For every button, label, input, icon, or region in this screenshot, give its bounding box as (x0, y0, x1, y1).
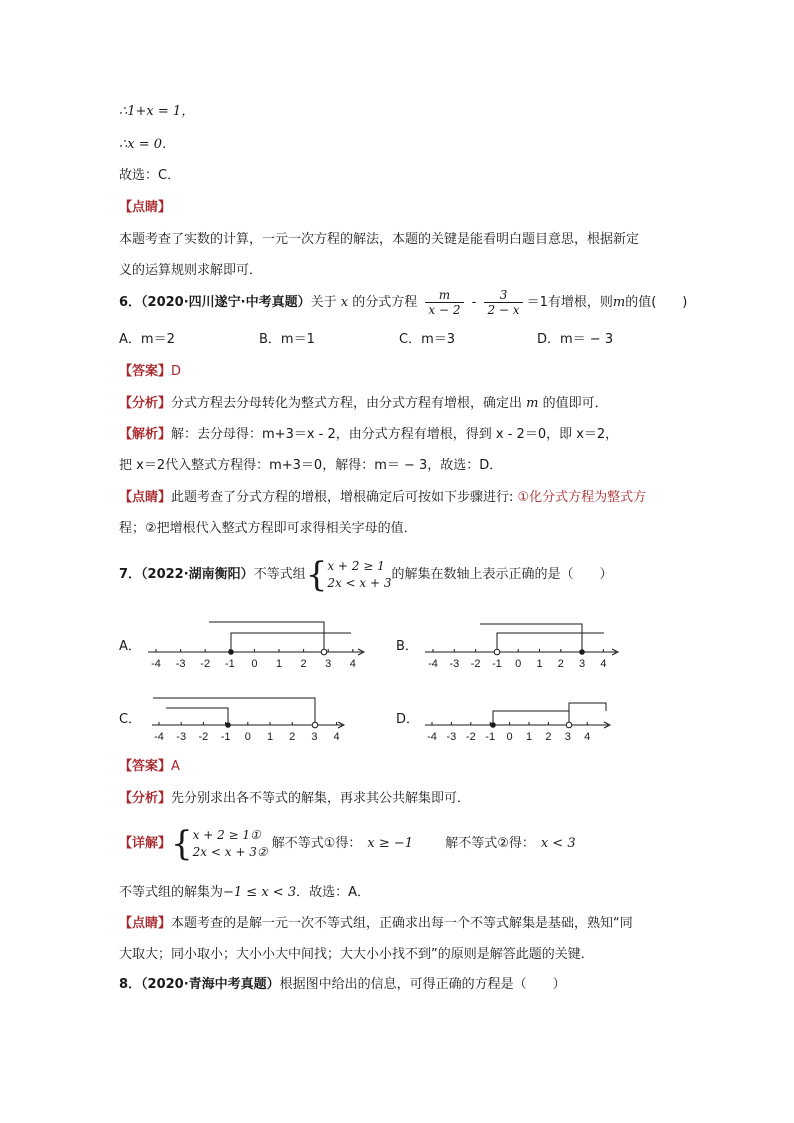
math-line: ∴x = 0． (119, 137, 176, 152)
option-d-label[interactable]: D． (396, 712, 420, 727)
note-line (119, 489, 646, 507)
conclusion-text: 不等式组的解集为 (119, 885, 224, 900)
question-number: 8． (119, 977, 142, 992)
closed-dot (225, 722, 231, 728)
tick-label: 4 (349, 658, 356, 670)
option-label: D． (537, 332, 561, 347)
closed-dot (490, 722, 496, 728)
variable: x (340, 295, 349, 310)
detail-line (119, 825, 576, 863)
detail-result: x < 3 (540, 836, 576, 851)
text-line: 本题考查了实数的计算，一元一次方程的解法，本题的关键是能看明白题目意思，根据新定 (119, 232, 640, 247)
tick-label: 1 (525, 731, 533, 743)
analysis-line (119, 790, 470, 808)
text-line: 故选：C． (119, 168, 181, 183)
stem-text: 不等式组 (253, 567, 306, 582)
inequality-2: 2x < x + 3② (192, 844, 268, 859)
tick-label: -4 (154, 731, 164, 743)
arrow-icon (604, 722, 610, 728)
tick-label: 0 (515, 658, 522, 670)
fraction (425, 288, 463, 317)
section-tag: 【答案】 (119, 759, 172, 774)
tick-label: 4 (584, 731, 591, 743)
axis-ticks (151, 649, 356, 670)
stem-text: 的分式方程 (352, 295, 418, 310)
open-dot (312, 722, 318, 728)
stem-text: ＝1有增根，则 (526, 295, 613, 310)
axis-ticks (428, 649, 606, 670)
section-tag: 【点睛】 (119, 916, 172, 931)
tick-label: 4 (333, 731, 340, 743)
inequality-1: x + 2 ≥ 1① (192, 827, 261, 842)
option-label: C． (399, 332, 422, 347)
number-line-d (425, 703, 610, 743)
analysis-text: 分式方程去分母转化为整式方程，由分式方程有增根，确定出 (171, 396, 523, 411)
text-line (119, 136, 175, 154)
option-text: m＝1 (280, 332, 315, 347)
interval-bracket (493, 711, 569, 725)
tick-label: -2 (470, 658, 481, 670)
conclusion-expr: −1 ≤ x < 3 (223, 885, 297, 900)
denominator: 2 − x (487, 303, 520, 317)
tick-label: -1 (224, 658, 235, 670)
interval-bracket (497, 633, 604, 652)
tick-label: -3 (175, 658, 186, 670)
denominator: x − 2 (428, 303, 461, 317)
tick-label: -1 (492, 658, 502, 670)
interval-bracket (153, 698, 315, 725)
tick-label: 3 (325, 658, 332, 670)
option-text: m＝3 (421, 332, 456, 347)
open-dot (494, 649, 500, 655)
open-dot (321, 649, 327, 655)
question-source: （2022·湖南衡阳） (141, 567, 254, 582)
detail-result: x ≥ −1 (367, 836, 414, 851)
tick-label: 2 (300, 658, 307, 670)
question-8-stem (119, 976, 566, 994)
number-line-a (148, 622, 364, 670)
note-line: 大取大；同小取小；大小小大中间找；大大小小找不到”的原则是解答此题的关键． (119, 947, 594, 962)
note-line (119, 915, 633, 933)
answer-line (119, 758, 180, 776)
variable: m (526, 396, 539, 411)
tick-label: 2 (557, 658, 564, 670)
inequality-1: x + 2 ≥ 1 (327, 558, 385, 573)
option-a-label[interactable]: A． (119, 639, 141, 654)
note-line: 程；②把增根代入整式方程即可求得相关字母的值． (119, 521, 417, 536)
option-text: m＝ − 3 (560, 332, 614, 347)
tick-label: 0 (244, 731, 251, 743)
option-text: m＝2 (140, 332, 175, 347)
interval-bracket (569, 703, 606, 711)
question-number: 6． (119, 295, 142, 310)
inequality-system (193, 827, 268, 861)
axis-ticks (427, 722, 590, 743)
inequality-system (327, 558, 391, 592)
tick-label: 4 (600, 658, 607, 670)
tick-label: 1 (266, 731, 274, 743)
tick-label: -4 (151, 658, 161, 670)
tick-label: -1 (485, 731, 496, 743)
math-line: ∴1+x = 1， (119, 104, 195, 119)
text-line (119, 103, 194, 121)
stem-text: 的值( ) (625, 295, 688, 310)
arrow-icon (612, 649, 618, 655)
answer-value: A (171, 759, 180, 774)
option-c-label[interactable]: C． (119, 712, 142, 727)
section-tag: 【详解】 (119, 836, 172, 851)
section-tag: 【点睛】 (119, 200, 172, 215)
option-b-label[interactable]: B． (396, 639, 418, 654)
stem-text: 根据图中给出的信息，可得正确的方程是（ ） (279, 977, 566, 992)
tick-label: -4 (428, 658, 438, 670)
analysis-line (119, 395, 608, 413)
tick-label: 1 (275, 658, 283, 670)
operator: - (471, 295, 477, 310)
text-line: 义的运算规则求解即可． (119, 263, 263, 278)
analysis-text: 的值即可． (542, 396, 608, 411)
detail-text: 解不等式②得： (445, 836, 535, 851)
brace-icon: { (171, 823, 193, 864)
tick-label: 3 (311, 731, 318, 743)
closed-dot (579, 649, 585, 655)
stem-text: 的解集在数轴上表示正确的是（ ） (391, 567, 613, 582)
variable: m (612, 295, 626, 310)
tick-label: -3 (176, 731, 187, 743)
option-label: B． (259, 332, 281, 347)
option-label: A． (119, 332, 141, 347)
interval-bracket (166, 708, 228, 725)
tick-label: 3 (579, 658, 586, 670)
question-source: （2020·青海中考真题） (141, 977, 280, 992)
option-d[interactable] (537, 331, 613, 349)
inequality-2: 2x < x + 3 (327, 575, 392, 590)
conclusion-text: ． (357, 885, 371, 900)
section-tag: 【点睛】 (119, 490, 172, 505)
tick-label: -2 (200, 658, 211, 670)
tick-label: -3 (449, 658, 460, 670)
number-line-b (425, 624, 618, 670)
option-c[interactable] (399, 331, 455, 349)
stem-text: 关于 (310, 295, 337, 310)
arrow-icon (358, 649, 364, 655)
answer-line (119, 363, 181, 381)
note-text: 此题考查了分式方程的增根，增根确定后可按如下步骤进行: (171, 490, 518, 505)
conclusion-line (119, 884, 370, 902)
arrow-icon (338, 722, 344, 728)
section-tag: 【分析】 (119, 396, 172, 411)
analysis-text: 先分别求出各不等式的解集，再求其公共解集即可． (171, 791, 471, 806)
numerator: m (425, 288, 463, 303)
tick-label: -4 (427, 731, 437, 743)
section-tag: 【解析】 (119, 427, 172, 442)
number-line-c (152, 698, 344, 743)
note-highlight: ①化分式方程为整式方 (517, 490, 647, 505)
note-text: 本题考查的是解一元一次不等式组，正确求出每一个不等式解集是基础，熟知“同 (171, 916, 633, 931)
solution-text: 解：去分母得：m+3＝x - 2，由分式方程有增根，得到 x - 2＝0，即 x＝2， (171, 427, 619, 442)
interval-bracket (480, 624, 582, 652)
conclusion-text: ．故选： (296, 885, 349, 900)
interval-bracket (209, 622, 324, 652)
question-source: （2020·四川遂宁·中考真题） (141, 295, 311, 310)
option-a[interactable] (119, 331, 175, 349)
answer-value: D (171, 364, 182, 379)
solution-line: 把 x＝2代入整式方程得：m+3＝0，解得：m＝ − 3，故选：D． (119, 458, 503, 473)
question-7-stem (119, 556, 613, 594)
tick-label: 3 (564, 731, 571, 743)
tick-label: -2 (198, 731, 209, 743)
detail-text: 解不等式①得： (271, 836, 362, 851)
conclusion-answer: A (348, 885, 358, 900)
tick-label: -1 (220, 731, 231, 743)
tick-label: 1 (536, 658, 543, 670)
option-b[interactable] (259, 331, 315, 349)
tick-label: 0 (506, 731, 513, 743)
section-tag: 【分析】 (119, 791, 172, 806)
tick-label: -3 (446, 731, 457, 743)
tick-label: -2 (465, 731, 476, 743)
section-tag: 【答案】 (119, 364, 172, 379)
closed-dot (228, 649, 234, 655)
fraction (484, 288, 522, 317)
numerator: 3 (484, 288, 522, 303)
solution-line (119, 426, 618, 444)
question-number: 7． (119, 567, 142, 582)
question-6-stem (119, 288, 687, 318)
tick-label: 2 (545, 731, 552, 743)
brace-icon: { (305, 554, 328, 595)
open-dot (566, 722, 572, 728)
tick-label: 2 (289, 731, 296, 743)
interval-bracket (231, 633, 324, 652)
axis-ticks (154, 722, 340, 743)
tick-label: 0 (251, 658, 258, 670)
